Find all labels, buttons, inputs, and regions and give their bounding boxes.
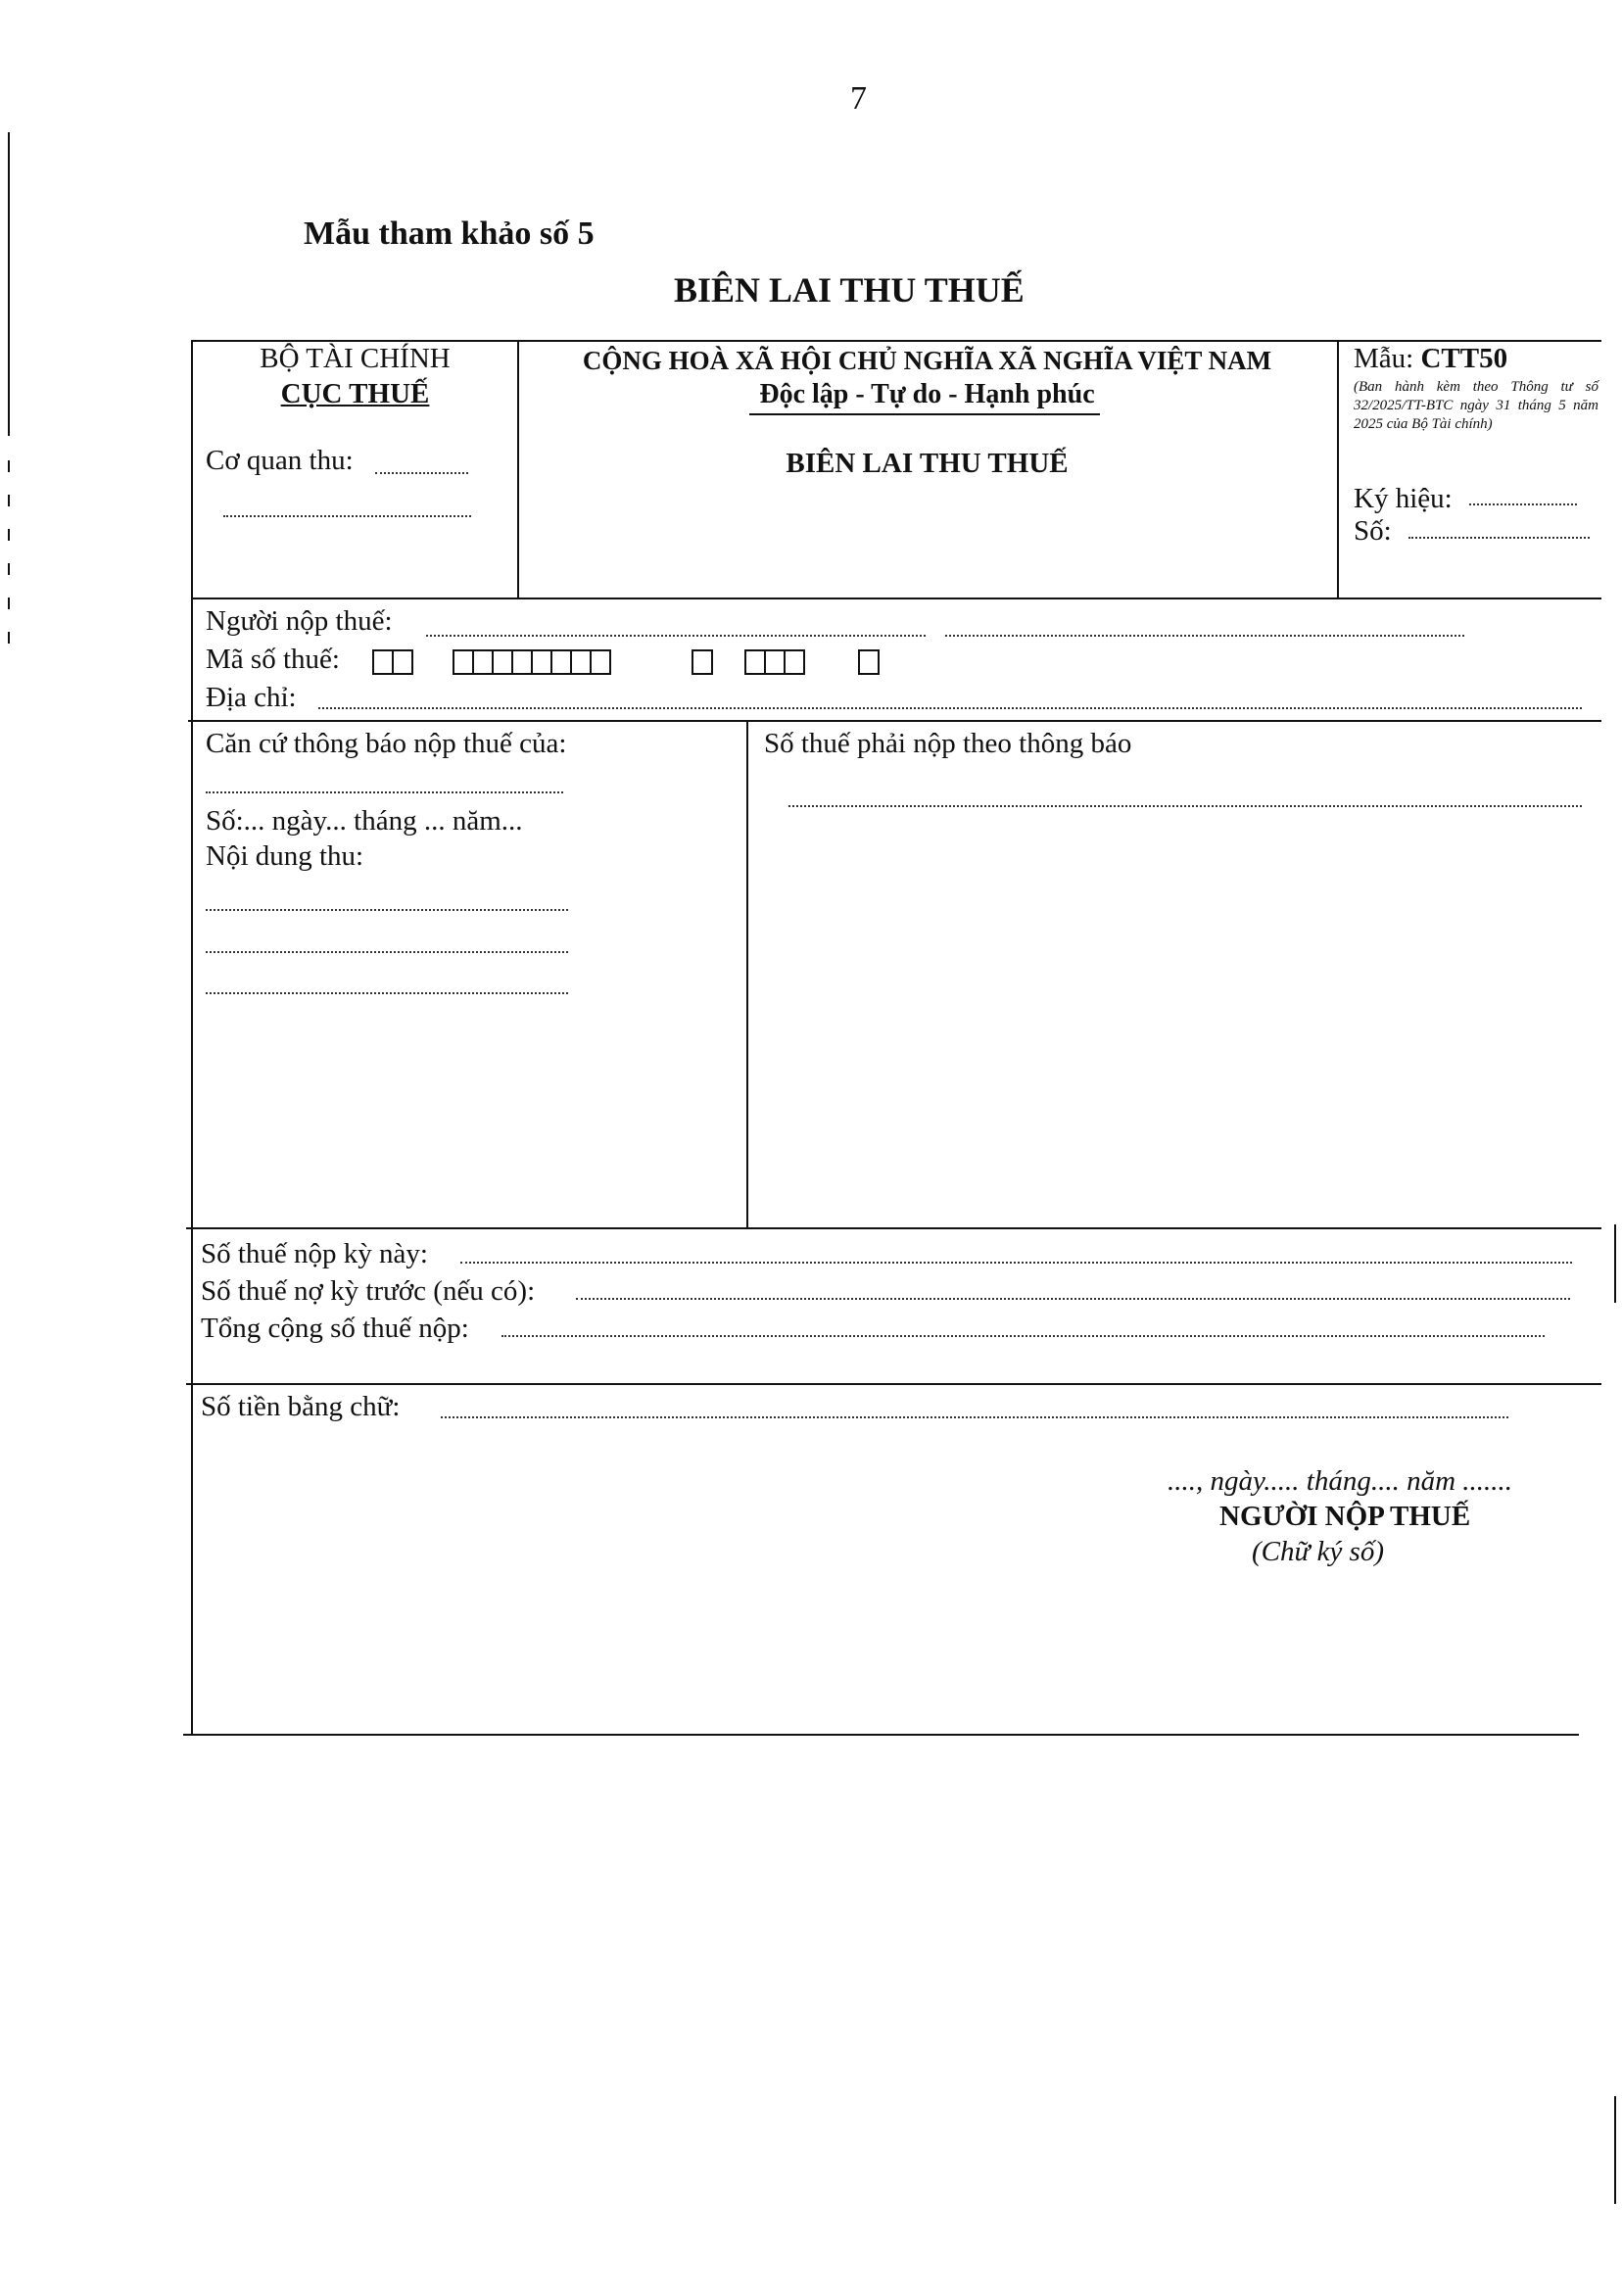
reference-title: Mẫu tham khảo số 5 xyxy=(304,215,595,252)
tax-code-digit xyxy=(764,649,786,675)
previous-debt-label: Số thuế nợ kỳ trước (nếu có): xyxy=(201,1275,536,1307)
margin-dash xyxy=(8,460,10,472)
signature-role: NGƯỜI NỘP THUẾ xyxy=(1219,1501,1471,1532)
basis-fill xyxy=(206,791,563,793)
tax-code-digit xyxy=(692,649,713,675)
margin-dash xyxy=(8,495,10,506)
agency-fill-line-2 xyxy=(223,515,471,517)
form-code: CTT50 xyxy=(1420,343,1508,374)
form-code-row xyxy=(1354,341,1507,376)
header-divider-2 xyxy=(1337,340,1339,598)
notice-amount-label: Số thuế phải nộp theo thông báo xyxy=(764,728,1132,759)
signature-date: ...., ngày..... tháng.... năm ....... xyxy=(1168,1465,1513,1497)
tax-code-digit xyxy=(453,649,474,675)
this-period-fill xyxy=(460,1262,1572,1264)
right-edge-mark xyxy=(1614,2096,1616,2204)
signature-note: (Chữ ký số) xyxy=(1252,1536,1385,1567)
form-legal-note: (Ban hành kèm theo Thông tư số 32/2025/TT-BTC ngày 31 tháng 5 năm 2025 của Bộ Tài chính) xyxy=(1354,379,1598,432)
basis-divider xyxy=(746,720,748,1227)
basis-label: Căn cứ thông báo nộp thuế của: xyxy=(206,728,567,759)
tax-code-digit xyxy=(744,649,766,675)
content-fill-1 xyxy=(206,909,568,911)
taxpayer-name-fill-2 xyxy=(945,635,1464,637)
form-label: Mẫu: xyxy=(1354,343,1414,374)
content-fill-2 xyxy=(206,951,568,953)
document-title: BIÊN LAI THU THUẾ xyxy=(786,448,1069,479)
main-title: BIÊN LAI THU THUẾ xyxy=(674,270,1025,310)
total-label: Tổng cộng số thuế nộp: xyxy=(201,1313,469,1344)
tax-code-digit xyxy=(858,649,880,675)
page-number: 7 xyxy=(850,80,867,117)
symbol-fill-line xyxy=(1469,503,1577,505)
previous-debt-fill xyxy=(576,1298,1570,1300)
margin-dash xyxy=(8,632,10,644)
tax-code-digit xyxy=(550,649,572,675)
address-fill xyxy=(318,707,1582,709)
address-label: Địa chỉ: xyxy=(206,682,297,713)
taxpayer-name-fill xyxy=(426,635,926,637)
number-label: Số: xyxy=(1354,515,1392,547)
tax-code-digit xyxy=(570,649,592,675)
tax-code-digit xyxy=(372,649,394,675)
number-fill-line xyxy=(1408,537,1590,539)
frame-rule-taxpayer xyxy=(188,720,1601,722)
tax-code-digit xyxy=(492,649,513,675)
notice-number-date: Số:... ngày... tháng ... năm... xyxy=(206,805,523,837)
nation-heading: CỘNG HOÀ XÃ HỘI CHỦ NGHĨA XÃ NGHĨA VIỆT NAM xyxy=(582,346,1272,375)
in-words-fill xyxy=(441,1416,1508,1418)
total-fill xyxy=(501,1335,1545,1337)
content-fill-3 xyxy=(206,992,568,994)
this-period-label: Số thuế nộp kỳ này: xyxy=(201,1238,428,1269)
tax-code-digit xyxy=(590,649,611,675)
content-label: Nội dung thu: xyxy=(206,840,364,872)
right-edge-mark xyxy=(1614,1224,1616,1303)
frame-left xyxy=(191,340,193,1736)
agency-fill-line xyxy=(375,472,468,474)
department-name: CỤC THUẾ xyxy=(280,378,430,409)
tax-code-digit xyxy=(531,649,552,675)
tax-code-digit xyxy=(511,649,533,675)
tax-code-digit xyxy=(784,649,805,675)
motto-underline xyxy=(749,413,1100,415)
frame-bottom xyxy=(183,1734,1579,1736)
tax-code-label: Mã số thuế: xyxy=(206,644,340,675)
tax-code-digit xyxy=(392,649,413,675)
in-words-label: Số tiền bằng chữ: xyxy=(201,1391,401,1422)
agency-label: Cơ quan thu: xyxy=(206,445,354,476)
margin-dash xyxy=(8,563,10,575)
frame-rule-amounts xyxy=(186,1383,1601,1385)
frame-rule-header xyxy=(191,598,1601,599)
margin-line xyxy=(8,132,10,436)
margin-dash xyxy=(8,598,10,609)
motto: Độc lập - Tự do - Hạnh phúc xyxy=(759,379,1095,409)
frame-rule-basis xyxy=(186,1227,1601,1229)
ministry-name: BỘ TÀI CHÍNH xyxy=(260,343,451,374)
symbol-label: Ký hiệu: xyxy=(1354,483,1453,514)
notice-amount-fill xyxy=(788,805,1582,807)
taxpayer-name-label: Người nộp thuế: xyxy=(206,605,393,637)
margin-dash xyxy=(8,529,10,541)
tax-code-digit xyxy=(472,649,494,675)
